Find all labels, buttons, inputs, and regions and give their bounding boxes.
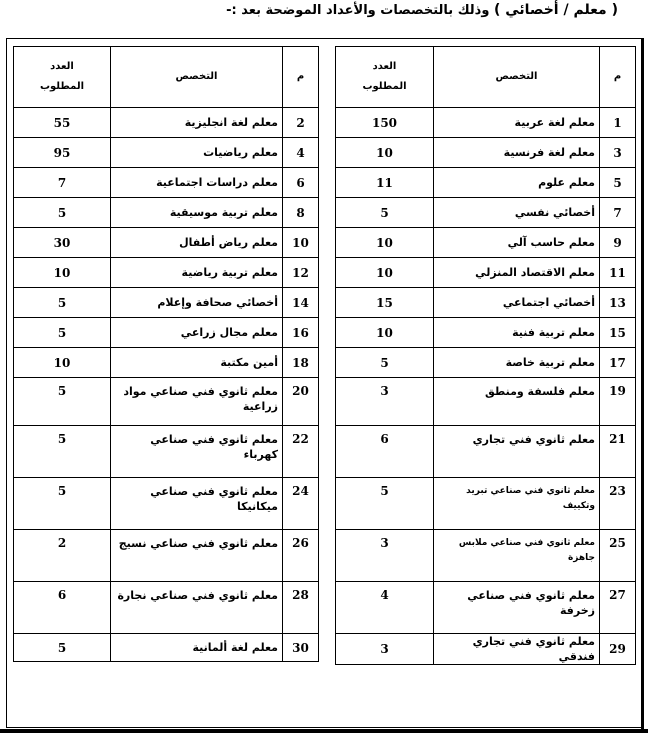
row-count: 5 xyxy=(14,634,111,662)
row-count: 5 xyxy=(336,348,434,378)
row-specialty: معلم علوم xyxy=(434,168,600,198)
row-count: 3 xyxy=(336,530,434,582)
row-specialty: معلم حاسب آلي xyxy=(434,228,600,258)
row-count: 5 xyxy=(14,198,111,228)
table-row xyxy=(336,478,636,530)
table-row xyxy=(336,582,636,634)
right-table-header xyxy=(336,47,636,108)
row-number: 18 xyxy=(283,348,319,378)
count-header-line1: العدد xyxy=(50,61,74,72)
table-row xyxy=(14,228,319,258)
row-number: 20 xyxy=(283,378,319,426)
row-count: 2 xyxy=(14,530,111,582)
row-specialty: معلم لغة فرنسية xyxy=(434,138,600,168)
row-specialty: معلم ثانوي فني تجاري فندقي xyxy=(434,634,600,665)
left-table xyxy=(13,46,319,662)
row-specialty: معلم رياض أطفال xyxy=(111,228,283,258)
table-row xyxy=(336,318,636,348)
row-number: 25 xyxy=(600,530,636,582)
col-count-header xyxy=(336,47,434,108)
table-row xyxy=(336,168,636,198)
table-row xyxy=(14,348,319,378)
table-row xyxy=(14,582,319,634)
count-header-line1: العدد xyxy=(372,61,397,72)
table-row xyxy=(14,138,319,168)
row-specialty: معلم لغة ألمانية xyxy=(111,634,283,662)
row-number: 14 xyxy=(283,288,319,318)
table-row xyxy=(14,108,319,138)
table-row xyxy=(14,378,319,426)
table-row xyxy=(336,138,636,168)
row-specialty: معلم دراسات اجتماعية xyxy=(111,168,283,198)
row-number: 2 xyxy=(283,108,319,138)
row-count: 5 xyxy=(14,478,111,530)
row-number: 12 xyxy=(283,258,319,288)
row-specialty: معلم ثانوي فني صناعي ملابس جاهزة xyxy=(434,530,600,582)
table-row xyxy=(336,228,636,258)
col-specialty-header: التخصص xyxy=(111,47,283,108)
table-row xyxy=(336,634,636,665)
row-count: 3 xyxy=(336,634,434,665)
table-row xyxy=(14,426,319,478)
row-specialty: معلم ثانوي فني صناعي نسيج xyxy=(111,530,283,582)
row-number: 13 xyxy=(600,288,636,318)
row-number: 16 xyxy=(283,318,319,348)
row-count: 5 xyxy=(14,288,111,318)
row-specialty: معلم مجال زراعي xyxy=(111,318,283,348)
row-count: 7 xyxy=(14,168,111,198)
table-row xyxy=(336,530,636,582)
row-specialty: معلم ثانوي فني صناعي كهرباء xyxy=(111,426,283,478)
table-row xyxy=(14,318,319,348)
row-specialty: أخصائي صحافة وإعلام xyxy=(111,288,283,318)
row-count: 5 xyxy=(14,318,111,348)
row-specialty: معلم ثانوي فني صناعي مواد زراعية xyxy=(111,378,283,426)
row-count: 5 xyxy=(14,378,111,426)
row-specialty: معلم رياضيات xyxy=(111,138,283,168)
row-count: 5 xyxy=(14,426,111,478)
row-number: 24 xyxy=(283,478,319,530)
row-count: 150 xyxy=(336,108,434,138)
row-specialty: أمين مكتبة xyxy=(111,348,283,378)
row-count: 5 xyxy=(336,198,434,228)
row-count: 3 xyxy=(336,378,434,426)
table-row xyxy=(14,198,319,228)
count-header-line2: المطلوب xyxy=(39,81,85,92)
table-row xyxy=(14,168,319,198)
row-specialty: معلم تربية رياضية xyxy=(111,258,283,288)
table-row xyxy=(336,378,636,426)
row-specialty: معلم تربية موسيقية xyxy=(111,198,283,228)
row-count: 15 xyxy=(336,288,434,318)
row-number: 15 xyxy=(600,318,636,348)
row-count: 55 xyxy=(14,108,111,138)
row-count: 6 xyxy=(336,426,434,478)
row-count: 30 xyxy=(14,228,111,258)
row-count: 10 xyxy=(336,318,434,348)
row-number: 7 xyxy=(600,198,636,228)
row-number: 3 xyxy=(600,138,636,168)
row-number: 21 xyxy=(600,426,636,478)
left-table-header xyxy=(14,47,319,108)
row-specialty: معلم ثانوي فني صناعي ميكانيكا xyxy=(111,478,283,530)
row-number: 19 xyxy=(600,378,636,426)
row-number: 10 xyxy=(283,228,319,258)
row-specialty: معلم ثانوي فني تجاري xyxy=(434,426,600,478)
row-specialty: معلم الاقتصاد المنزلي xyxy=(434,258,600,288)
table-row xyxy=(14,258,319,288)
row-count: 4 xyxy=(336,582,434,634)
row-count: 5 xyxy=(336,478,434,530)
col-count-header xyxy=(14,47,111,108)
row-number: 4 xyxy=(283,138,319,168)
row-specialty: معلم تربية خاصة xyxy=(434,348,600,378)
table-row xyxy=(336,108,636,138)
table-row xyxy=(14,288,319,318)
row-count: 10 xyxy=(336,258,434,288)
table-row xyxy=(14,634,319,662)
table-row xyxy=(336,348,636,378)
table-row xyxy=(336,426,636,478)
row-number: 9 xyxy=(600,228,636,258)
row-number: 23 xyxy=(600,478,636,530)
row-specialty: معلم ثانوي فني صناعي زخرفة xyxy=(434,582,600,634)
row-count: 6 xyxy=(14,582,111,634)
row-number: 30 xyxy=(283,634,319,662)
row-number: 17 xyxy=(600,348,636,378)
row-number: 5 xyxy=(600,168,636,198)
count-header-line2: المطلوب xyxy=(362,81,407,92)
row-specialty: أخصائي نفسي xyxy=(434,198,600,228)
row-number: 26 xyxy=(283,530,319,582)
row-number: 28 xyxy=(283,582,319,634)
row-number: 8 xyxy=(283,198,319,228)
right-edge-rule xyxy=(641,38,644,730)
table-row xyxy=(336,258,636,288)
col-number-header: م xyxy=(283,47,319,108)
row-specialty: معلم تربية فنية xyxy=(434,318,600,348)
heading-role: ( معلم / أخصائي ) xyxy=(493,2,618,18)
col-number-header: م xyxy=(600,47,636,108)
row-count: 10 xyxy=(14,348,111,378)
row-number: 11 xyxy=(600,258,636,288)
table-row xyxy=(336,198,636,228)
table-row xyxy=(14,530,319,582)
row-specialty: معلم ثانوي فني صناعي تبريد وتكييف xyxy=(434,478,600,530)
row-specialty: معلم ثانوي فني صناعي نجارة xyxy=(111,582,283,634)
row-number: 22 xyxy=(283,426,319,478)
row-count: 11 xyxy=(336,168,434,198)
row-number: 6 xyxy=(283,168,319,198)
row-specialty: معلم لغة عربية xyxy=(434,108,600,138)
right-table xyxy=(335,46,636,665)
row-count: 10 xyxy=(336,138,434,168)
row-specialty: أخصائي اجتماعي xyxy=(434,288,600,318)
heading-text: وذلك بالتخصصات والأعداد الموضحة بعد :- xyxy=(226,3,490,18)
row-count: 95 xyxy=(14,138,111,168)
row-count: 10 xyxy=(336,228,434,258)
row-number: 29 xyxy=(600,634,636,665)
row-count: 10 xyxy=(14,258,111,288)
bottom-edge-rule xyxy=(0,729,648,733)
intro-heading xyxy=(226,2,618,18)
col-specialty-header: التخصص xyxy=(434,47,600,108)
row-specialty: معلم فلسفة ومنطق xyxy=(434,378,600,426)
row-number: 27 xyxy=(600,582,636,634)
row-specialty: معلم لغة انجليزية xyxy=(111,108,283,138)
table-row xyxy=(336,288,636,318)
table-row xyxy=(14,478,319,530)
row-number: 1 xyxy=(600,108,636,138)
